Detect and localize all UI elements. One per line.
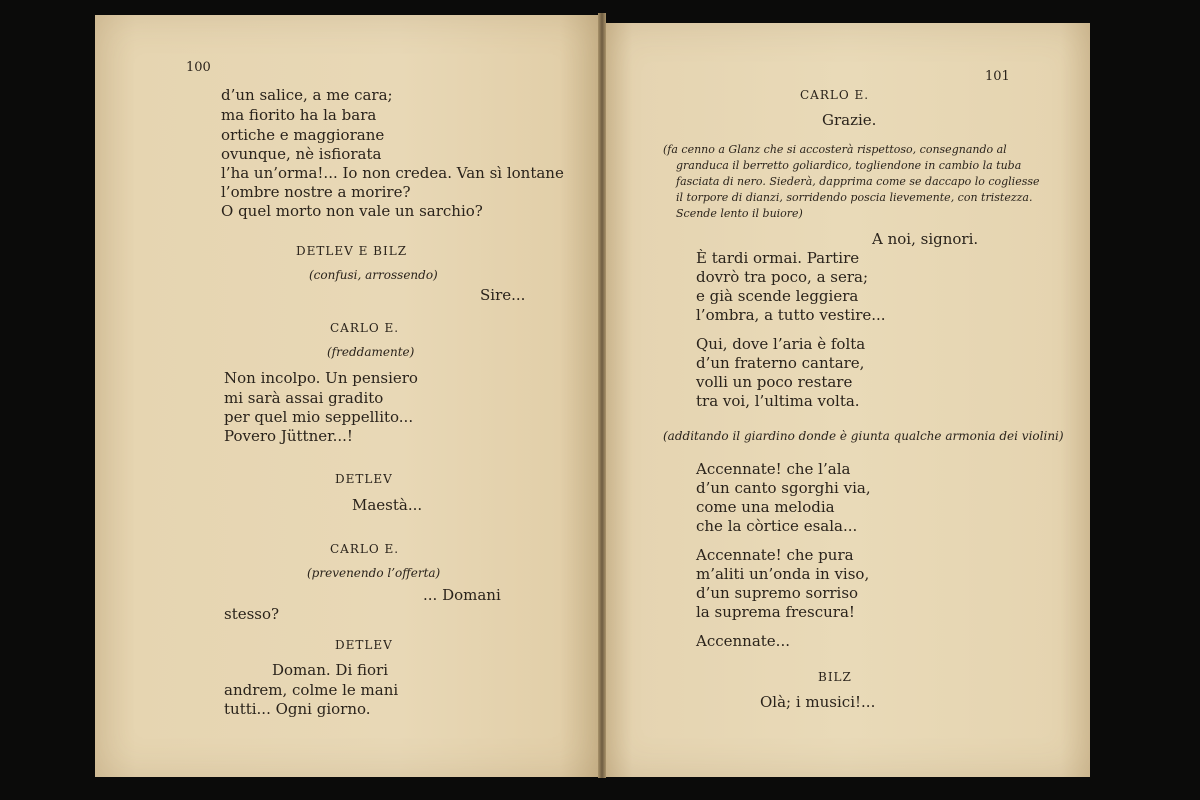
verse-line: l’ombra, a tutto vestire... [696, 306, 886, 324]
stage-direction: (freddamente) [327, 345, 415, 359]
verse-line: m’aliti un’onda in viso, [696, 565, 870, 583]
verse-line: Non incolpo. Un pensiero [224, 369, 418, 387]
verse-line: mi sarà assai gradito [224, 389, 384, 407]
stage-direction: granduca il berretto goliardico, togliendone in cambio la tuba [676, 159, 1022, 172]
verse-line: andrem, colme le mani [224, 681, 399, 699]
verse-line: e già scende leggiera [696, 287, 859, 305]
verse-line: per quel mio seppellito... [224, 408, 414, 426]
verse-line: Grazie. [822, 111, 877, 129]
speaker-name: DETLEV [335, 472, 393, 486]
speaker-name: CARLO E. [330, 321, 400, 335]
verse-line: Povero Jüttner...! [224, 427, 353, 445]
book-gutter [598, 13, 606, 778]
verse-line: A noi, signori. [872, 230, 979, 248]
stage-direction: il torpore di dianzi, sorridendo poscia lievemente, con tristezza. [676, 191, 1033, 204]
verse-line: la suprema frescura! [696, 603, 855, 621]
verse-line: Doman. Di fiori [272, 661, 389, 679]
verse-line: d’un canto sgorghi via, [696, 479, 871, 497]
verse-line: Maestà... [352, 496, 423, 514]
verse-line: stesso? [224, 605, 280, 623]
verse-line: come una melodia [696, 498, 835, 516]
verse-line: l’ha un’orma!... Io non credea. Van sì lontane [221, 164, 564, 182]
verse-line: È tardi ormai. Partire [696, 249, 860, 267]
verse-line: d’un fraterno cantare, [696, 354, 865, 372]
verse-line: d’un salice, a me cara; [221, 86, 393, 104]
stage-direction: (confusi, arrossendo) [309, 268, 438, 282]
verse-line: che la còrtice esala... [696, 517, 858, 535]
stage-direction: (additando il giardino donde è giunta qualche armonia dei violini) [663, 429, 1064, 443]
verse-line: ... Domani [423, 586, 501, 604]
speaker-name: CARLO E. [330, 542, 400, 556]
stage-direction: (prevenendo l’offerta) [307, 566, 441, 580]
verse-line: volli un poco restare [696, 373, 853, 391]
verse-line: Accennate... [696, 632, 790, 650]
verse-line: Sire... [480, 286, 526, 304]
verse-line: dovrò tra poco, a sera; [696, 268, 869, 286]
speaker-name: BILZ [818, 670, 852, 684]
speaker-name: DETLEV E BILZ [296, 244, 408, 258]
verse-line: ortiche e maggiorane [221, 126, 385, 144]
speaker-name: CARLO E. [800, 88, 870, 102]
verse-line: l’ombre nostre a morire? [221, 183, 411, 201]
verse-line: d’un supremo sorriso [696, 584, 859, 602]
right-page-number: 101 [985, 69, 1010, 84]
stage-direction: Scende lento il buiore) [676, 207, 803, 220]
verse-line: Qui, dove l’aria è folta [696, 335, 866, 353]
stage-direction: fasciata di nero. Siederà, dapprima come se daccapo lo cogliesse [676, 175, 1040, 188]
verse-line: tra voi, l’ultima volta. [696, 392, 860, 410]
verse-line: O quel morto non vale un sarchio? [221, 202, 483, 220]
verse-line: ovunque, nè isfiorata [221, 145, 382, 163]
verse-line: Olà; i musici!... [760, 693, 876, 711]
verse-line: Accennate! che pura [696, 546, 854, 564]
left-page-number: 100 [186, 60, 211, 75]
verse-line: Accennate! che l’ala [696, 460, 851, 478]
verse-line: tutti... Ogni giorno. [224, 700, 371, 718]
stage-direction: (fa cenno a Glanz che si accosterà rispettoso, consegnando al [663, 143, 1007, 156]
speaker-name: DETLEV [335, 638, 393, 652]
verse-line: ma fiorito ha la bara [221, 106, 377, 124]
